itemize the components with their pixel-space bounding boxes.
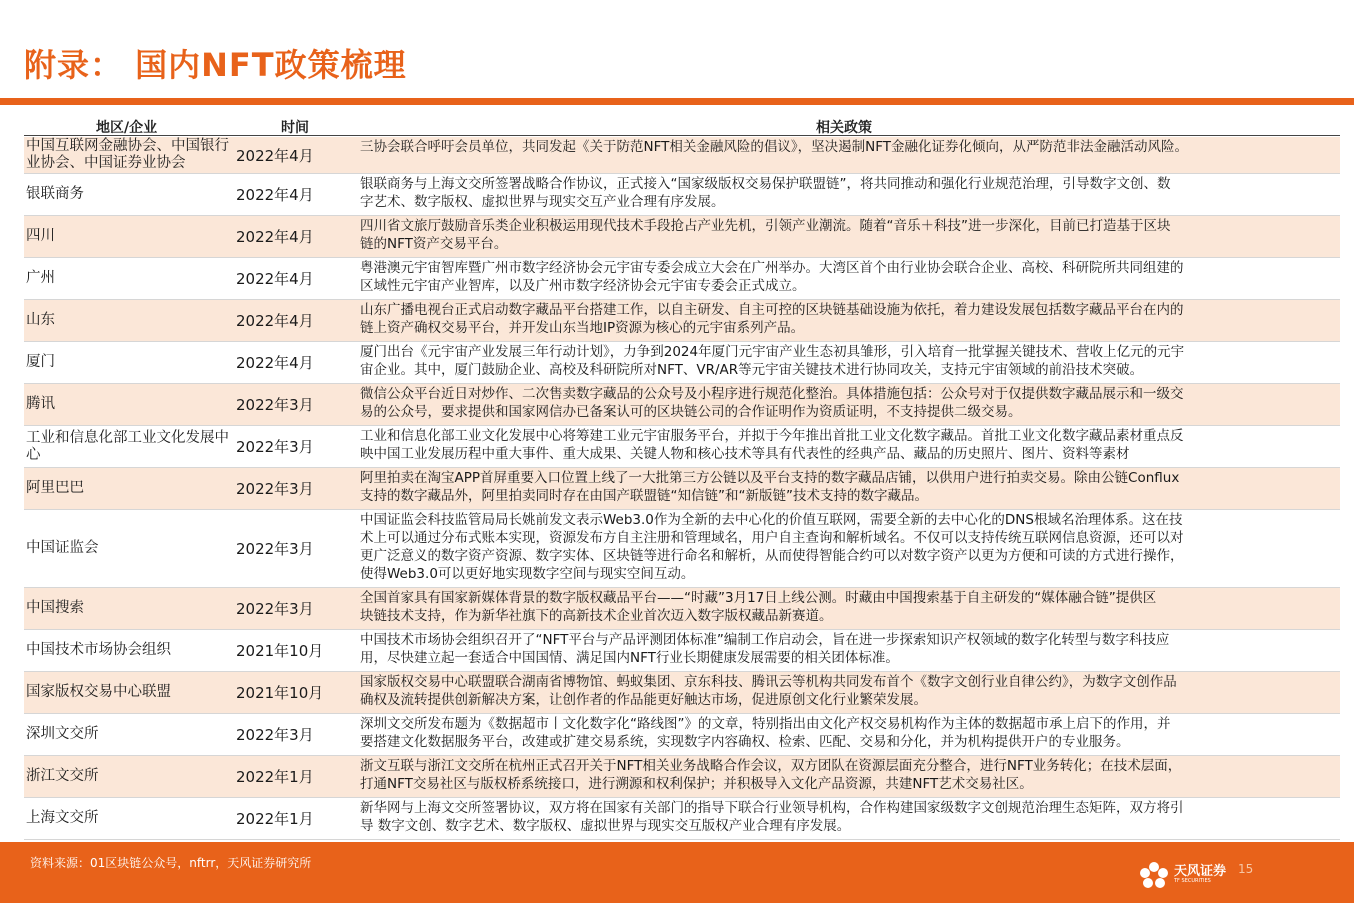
- row-policy: [360, 715, 1340, 754]
- table-row: [24, 756, 1340, 798]
- row-time: 2022年4月: [236, 270, 314, 288]
- policy-line: 用，尽快建立起一套适合中国国情、满足国内NFT行业长期健康发展需要的相关团体标准。: [360, 650, 899, 666]
- row-region: 银联商务: [26, 186, 84, 202]
- policy-line: 易的公众号，要求提供和国家网信办已备案认可的区块链公司的合作证明作为资质证明，不支持提供二级交易。: [360, 404, 1022, 420]
- policy-line: 使得Web3.0可以更好地实现数字空间与现实空间互动。: [360, 566, 695, 582]
- policy-line: 导 数字文创、数字艺术、数字版权、虚拟世界与现实交互版权产业合理有序发展。: [360, 818, 851, 834]
- policy-line: 链的NFT资产交易平台。: [360, 236, 508, 252]
- row-policy: [360, 301, 1340, 340]
- policy-line: 块链技术支持，作为新华社旗下的高新技术企业首次迈入数字版权藏品新赛道。: [360, 608, 833, 624]
- row-region: 阿里巴巴: [26, 480, 84, 496]
- policy-line: 中国证监会科技监管局局长姚前发文表示Web3.0作为全新的去中心化的价值互联网，需要全新的去中心化的DNS根域名治理体系。这在技: [360, 512, 1183, 528]
- row-policy: [360, 469, 1340, 508]
- policy-line: 宙企业。其中，厦门鼓励企业、高校及科研院所对NFT、VR/AR等元宇宙关键技术进行协同攻关，支持元宇宙领域的前沿技术突破。: [360, 362, 1144, 378]
- row-region: 厦门: [26, 354, 55, 370]
- header-time: 时间: [281, 120, 309, 136]
- row-time: 2021年10月: [236, 642, 324, 660]
- policy-line: 全国首家具有国家新媒体背景的数字版权藏品平台——“时藏”3月17日上线公测。时藏由中国搜索基于自主研发的“媒体融合链”提供区: [360, 590, 1157, 606]
- row-region: 上海文交所: [26, 810, 99, 826]
- row-region: 广州: [26, 270, 55, 286]
- table-row: [24, 342, 1340, 384]
- page-number: 15: [1238, 862, 1254, 876]
- row-region: 山东: [26, 312, 55, 328]
- row-policy: [360, 385, 1340, 424]
- row-policy: [360, 757, 1340, 796]
- table-row: [24, 510, 1340, 588]
- table-row: [24, 630, 1340, 672]
- flower-logo-icon: [1138, 860, 1170, 890]
- policy-line: 中国技术市场协会组织召开了“NFT平台与产品评测团体标准”编制工作启动会，旨在进一步探索知识产权领域的数字化转型与数字科技应: [360, 632, 1170, 648]
- table-row: [24, 137, 1340, 174]
- table-row: [24, 300, 1340, 342]
- row-region: 中国技术市场协会组织: [26, 642, 171, 658]
- row-policy: [360, 673, 1340, 712]
- page-title: 附录： 国内NFT政策梳理: [24, 46, 407, 84]
- row-region: 浙江文交所: [26, 768, 99, 784]
- policy-line: 浙文互联与浙江文交所在杭州正式召开关于NFT相关业务战略合作会议，双方团队在资源层面充分整合，进行NFT业务转化；在技术层面，: [360, 758, 1182, 774]
- row-time: 2022年3月: [236, 726, 314, 744]
- policy-line: 三协会联合呼吁会员单位，共同发起《关于防范NFT相关金融风险的倡议》，坚决遏制NFT金融化证券化倾向，从严防范非法金融活动风险。: [360, 139, 1188, 155]
- row-region: 中国互联网金融协会、中国银行业协会、中国证券业协会: [26, 138, 229, 171]
- policy-line: 支持的数字藏品外，阿里拍卖同时存在由国产联盟链“知信链”和“新版链”技术支持的数字藏品。: [360, 488, 928, 504]
- row-policy: [360, 511, 1340, 586]
- policy-line: 工业和信息化部工业文化发展中心将筹建工业元宇宙服务平台，并拟于今年推出首批工业文化数字藏品。首批工业文化数字藏品素材重点反: [360, 428, 1184, 444]
- row-time: 2022年4月: [236, 354, 314, 372]
- row-region: 深圳文交所: [26, 726, 99, 742]
- title-divider: [0, 98, 1354, 105]
- table-row: [24, 468, 1340, 510]
- policy-line: 四川省文旅厅鼓励音乐类企业积极运用现代技术手段抢占产业先机，引领产业潮流。随着“音乐＋科技”进一步深化，目前已打造基于区块: [360, 218, 1171, 234]
- policy-line: 山东广播电视台正式启动数字藏品平台搭建工作，以自主研发、自主可控的区块链基础设施为依托，着力建设发展包括数字藏品平台在内的: [360, 302, 1184, 318]
- table-row: [24, 426, 1340, 468]
- row-time: 2022年4月: [236, 312, 314, 330]
- row-time: 2022年3月: [236, 540, 314, 558]
- row-region: 腾讯: [26, 396, 55, 412]
- policy-line: 银联商务与上海文交所签署战略合作协议，正式接入“国家级版权交易保护联盟链”，将共同推动和强化行业规范治理，引导数字文创、数: [360, 176, 1171, 192]
- table-row: [24, 174, 1340, 216]
- policy-line: 术上可以通过分布式账本实现，资源发布方自主注册和管理域名，用户自主查询和解析域名。不仅可以支持传统互联网信息资源，还可以对: [360, 530, 1184, 546]
- row-region: 四川: [26, 228, 55, 244]
- policy-line: 微信公众平台近日对炒作、二次售卖数字藏品的公众号及小程序进行规范化整治。具体措施包括：公众号对于仅提供数字藏品展示和一级交: [360, 386, 1184, 402]
- table-row: [24, 714, 1340, 756]
- table-row: [24, 672, 1340, 714]
- table-row: [24, 588, 1340, 630]
- policy-line: 阿里拍卖在淘宝APP首屏重要入口位置上线了一大批第三方公链以及平台支持的数字藏品店铺，以供用户进行拍卖交易。除由公链Conflux: [360, 470, 1180, 486]
- policy-line: 要搭建文化数据服务平台，改建或扩建交易系统，实现数字内容确权、检索、匹配、交易和分化，并为机构提供开户的专业服务。: [360, 734, 1130, 750]
- policy-line: 确权及流转提供创新解决方案，让创作者的作品能更好触达市场，促进原创文化行业繁荣发展。: [360, 692, 927, 708]
- policy-line: 打通NFT交易社区与版权桥系统接口，进行溯源和权利保护；并积极导入文化产品资源，共建NFT艺术交易社区。: [360, 776, 1033, 792]
- row-time: 2022年4月: [236, 186, 314, 204]
- row-region: 国家版权交易中心联盟: [26, 684, 171, 700]
- row-policy: [360, 138, 1340, 172]
- policy-line: 厦门出台《元宇宙产业发展三年行动计划》，力争到2024年厦门元宇宙产业生态初具雏形，引入培育一批掌握关键技术、营收上亿元的元宇: [360, 344, 1185, 360]
- row-time: 2022年3月: [236, 480, 314, 498]
- policy-table: [24, 137, 1340, 840]
- row-time: 2022年3月: [236, 600, 314, 618]
- row-time: 2022年3月: [236, 396, 314, 414]
- table-row: [24, 798, 1340, 840]
- table-row: [24, 258, 1340, 300]
- header-region: 地区/企业: [96, 120, 158, 136]
- policy-line: 粤港澳元宇宙智库暨广州市数字经济协会元宇宙专委会成立大会在广州举办。大湾区首个由行业协会联合企业、高校、科研院所共同组建的: [360, 260, 1184, 276]
- row-time: 2022年4月: [236, 146, 314, 165]
- row-policy: [360, 259, 1340, 298]
- logo-subtitle: TF SECURITIES: [1174, 878, 1211, 884]
- policy-line: 链上资产确权交易平台，并开发山东当地IP资源为核心的元宇宙系列产品。: [360, 320, 805, 336]
- row-region: 中国搜索: [26, 600, 84, 616]
- policy-line: 国家版权交易中心联盟联合湖南省博物馆、蚂蚁集团、京东科技、腾讯云等机构共同发布首个《数字文创行业自律公约》，为数字文创作品: [360, 674, 1177, 690]
- policy-line: 深圳文交所发布题为《数据超市丨文化数字化“路线图”》的文章，特别指出由文化产权交易机构作为主体的数据超市承上启下的作用，并: [360, 716, 1171, 732]
- row-policy: [360, 217, 1340, 256]
- source-note: 资料来源：01区块链公众号，nftrr，天风证券研究所: [30, 856, 312, 870]
- row-region: 中国证监会: [26, 540, 99, 556]
- table-row: [24, 384, 1340, 426]
- row-policy: [360, 631, 1340, 670]
- row-region: 工业和信息化部工业文化发展中心: [26, 429, 229, 463]
- table-header: [24, 116, 1340, 136]
- row-time: 2022年4月: [236, 228, 314, 246]
- logo-name: 天风证券: [1174, 864, 1227, 879]
- row-time: 2022年1月: [236, 810, 314, 828]
- policy-line: 映中国工业发展历程中重大事件、重大成果、关键人物和核心技术等具有代表性的经典产品、藏品的历史照片、图片、资料等素材: [360, 446, 1130, 462]
- policy-line: 更广泛意义的数字资产资源、数字实体、区块链等进行命名和解析，从而使得智能合约可以对数字资产以更为方便和可读的方式进行操作，: [360, 548, 1184, 564]
- policy-line: 新华网与上海文交所签署协议，双方将在国家有关部门的指导下联合行业领导机构，合作构建国家级数字文创规范治理生态矩阵，双方将引: [360, 800, 1184, 816]
- table-row: [24, 216, 1340, 258]
- row-time: 2022年3月: [236, 438, 314, 456]
- row-policy: [360, 589, 1340, 628]
- row-time: 2021年10月: [236, 684, 324, 702]
- row-policy: [360, 427, 1340, 466]
- row-time: 2022年1月: [236, 768, 314, 786]
- row-policy: [360, 343, 1340, 382]
- policy-line: 字艺术、数字版权、虚拟世界与现实交互产业合理有序发展。: [360, 194, 725, 210]
- header-policy: 相关政策: [816, 120, 872, 136]
- row-policy: [360, 799, 1340, 838]
- policy-line: 区域性元宇宙产业智库，以及广州市数字经济协会元宇宙专委会正式成立。: [360, 278, 806, 294]
- row-policy: [360, 175, 1340, 214]
